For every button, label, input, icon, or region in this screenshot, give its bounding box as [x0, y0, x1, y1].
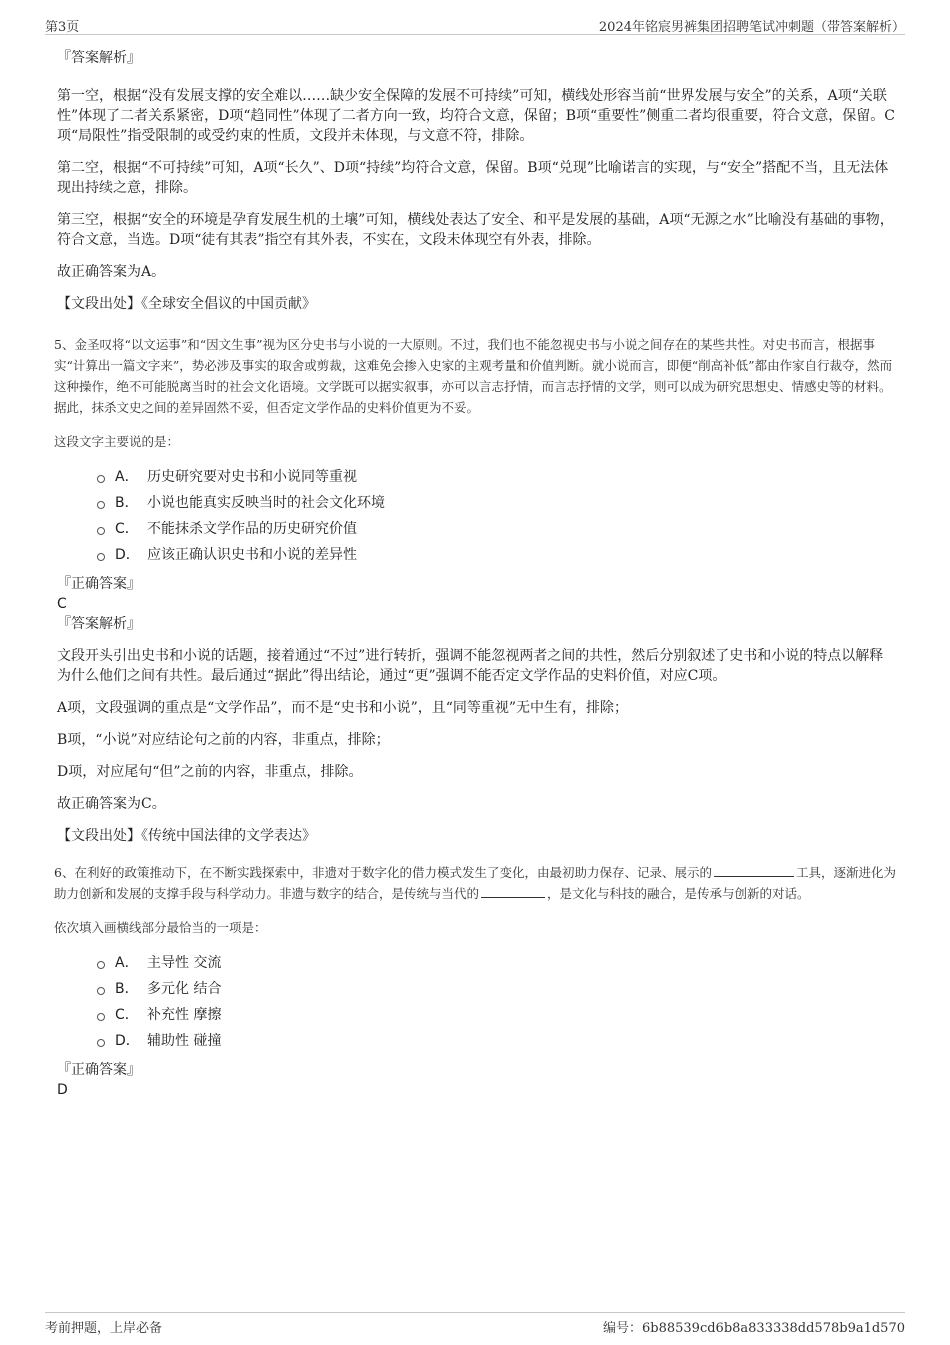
option-letter: A．: [115, 469, 139, 485]
radio-icon[interactable]: [97, 475, 105, 483]
option-a[interactable]: [97, 950, 897, 976]
radio-icon[interactable]: [97, 961, 105, 969]
option-text: 多元化 结合: [147, 981, 222, 997]
option-c[interactable]: [97, 516, 897, 542]
footer-slogan: 考前押题，上岸必备: [45, 1321, 163, 1336]
option-letter: D．: [115, 1033, 140, 1049]
option-d[interactable]: [97, 542, 897, 568]
radio-icon[interactable]: [97, 501, 105, 509]
option-a[interactable]: [97, 464, 897, 490]
analysis-paragraph: A项，文段强调的重点是“文学作品”，而不是“史书和小说”，且“同等重视”无中生有，排除；: [57, 700, 629, 716]
option-letter: D．: [115, 547, 140, 563]
radio-icon[interactable]: [97, 1039, 105, 1047]
stem-part: 6、在利好的政策推动下，在不断实践探索中，非遗对于数字化的借力模式发生了变化，由最初助力保存、记录、展示的: [54, 865, 712, 880]
page-footer: [45, 1312, 905, 1335]
question-stem: [54, 862, 897, 904]
stem-part: ，是文化与科技的融合，是传承与创新的对话。: [547, 886, 810, 901]
option-letter: C．: [115, 521, 139, 537]
document-title: 2024年铭宸男裤集团招聘笔试冲刺题（带答案解析）: [598, 20, 905, 35]
radio-icon[interactable]: [97, 1013, 105, 1021]
analysis-paragraph: 第二空，根据“不可持续”可知，A项“长久”、D项“持续”均符合文意，保留。B项“兑现”比喻诺言的实现，与“安全”搭配不当，且无法体现出持续之意，排除。: [57, 160, 889, 196]
radio-icon[interactable]: [97, 553, 105, 561]
analysis-paragraph: 第三空，根据“安全的环境是孕育发展生机的土壤”可知，横线处表达了安全、和平是发展的基础，A项“无源之水”比喻没有基础的事物，符合文意，当选。D项“徒有其表”指空有其外表，不实在，文段未体现空有外表，排除。: [57, 212, 894, 248]
source-citation: 【文段出处】《全球安全倡议的中国贡献》: [57, 296, 316, 312]
final-answer-line: 故正确答案为A。: [57, 264, 166, 280]
correct-answer-label: 『正确答案』: [57, 576, 141, 592]
correct-answer: C: [57, 596, 67, 612]
analysis-paragraph: 文段开头引出史书和小说的话题，接着通过“不过”进行转折，强调不能忽视两者之间的共性，然后分别叙述了史书和小说的特点以解释为什么他们之间有共性。最后通过“据此”得出结论，通过“更”强调不能否定文学作品的史料价值，对应C项。: [57, 648, 884, 684]
source-citation: 【文段出处】《传统中国法律的文学表达》: [57, 828, 316, 844]
page-header: [45, 14, 905, 35]
option-b[interactable]: [97, 976, 897, 1002]
correct-answer-label: 『正确答案』: [57, 1062, 141, 1078]
correct-answer: D: [57, 1082, 68, 1098]
option-text: 主导性 交流: [147, 955, 222, 971]
analysis-paragraph: B项，“小说”对应结论句之前的内容，非重点，排除；: [57, 732, 390, 748]
option-letter: B．: [115, 981, 139, 997]
option-d[interactable]: [97, 1028, 897, 1054]
option-c[interactable]: [97, 1002, 897, 1028]
page-number: 第3页: [45, 20, 80, 35]
document-id: 编号：6b88539cd6b8a833338dd578b9a1d570: [603, 1321, 905, 1336]
option-letter: A．: [115, 955, 139, 971]
option-letter: B．: [115, 495, 139, 511]
option-text: 历史研究要对史书和小说同等重视: [147, 469, 357, 485]
stem-part: 工具，逐渐进化为助力创新和发展的支撑手段与科学动力。非遗与数字的结合，是传统与当代的: [54, 865, 896, 901]
option-text: 不能抹杀文学作品的历史研究价值: [147, 521, 357, 537]
fill-blank: [481, 885, 545, 898]
question-prompt: 依次填入画横线部分最恰当的一项是：: [54, 920, 267, 935]
analysis-paragraph: 第一空，根据“没有发展支撑的安全难以……缺少安全保障的发展不可持续”可知，横线处形容当前“世界发展与安全”的关系，A项“关联性”体现了二者关系紧密，D项“趋同性”体现了二者方向一致，均符合文意，保留；B项“重要性”侧重二者均很重要，符合文意，保留。C项“局限性”指受限制的或受约束的性质，文段并未体现，与文意不符，排除。: [57, 88, 896, 144]
analysis-label: 『答案解析』: [57, 50, 141, 66]
option-text: 补充性 摩擦: [147, 1007, 222, 1023]
option-b[interactable]: [97, 490, 897, 516]
option-text: 小说也能真实反映当时的社会文化环境: [147, 495, 385, 511]
option-letter: C．: [115, 1007, 139, 1023]
option-list: [57, 464, 897, 568]
radio-icon[interactable]: [97, 987, 105, 995]
option-list: [57, 950, 897, 1054]
question-stem: 5、金圣叹将“以文运事”和“因文生事”视为区分史书与小说的一大原则。不过，我们也不能忽视史书与小说之间存在的某些共性。对史书而言，根据事实“计算出一篇文字来”，势必涉及事实的取舍或剪裁，这难免会掺入史家的主观考量和价值判断。就小说而言，即便“削高补低”都由作家自行裁夺，然而这种操作，绝不可能脱离当时的社会文化语境。文学既可以据实叙事，亦可以言志抒情，而言志抒情的文学，则可以成为研究思想史、情感史等的材料。据此，抹杀文史之间的差异固然不妥，但否定文学作品的史料价值更为不妥。: [54, 337, 893, 415]
analysis-label: 『答案解析』: [57, 616, 141, 632]
radio-icon[interactable]: [97, 527, 105, 535]
option-text: 应该正确认识史书和小说的差异性: [147, 547, 357, 563]
option-text: 辅助性 碰撞: [147, 1033, 222, 1049]
analysis-paragraph: D项，对应尾句“但”之前的内容，非重点，排除。: [57, 764, 363, 780]
page-content: [54, 44, 897, 1100]
final-answer-line: 故正确答案为C。: [57, 796, 166, 812]
fill-blank: [714, 864, 794, 877]
question-prompt: 这段文字主要说的是：: [54, 434, 180, 449]
